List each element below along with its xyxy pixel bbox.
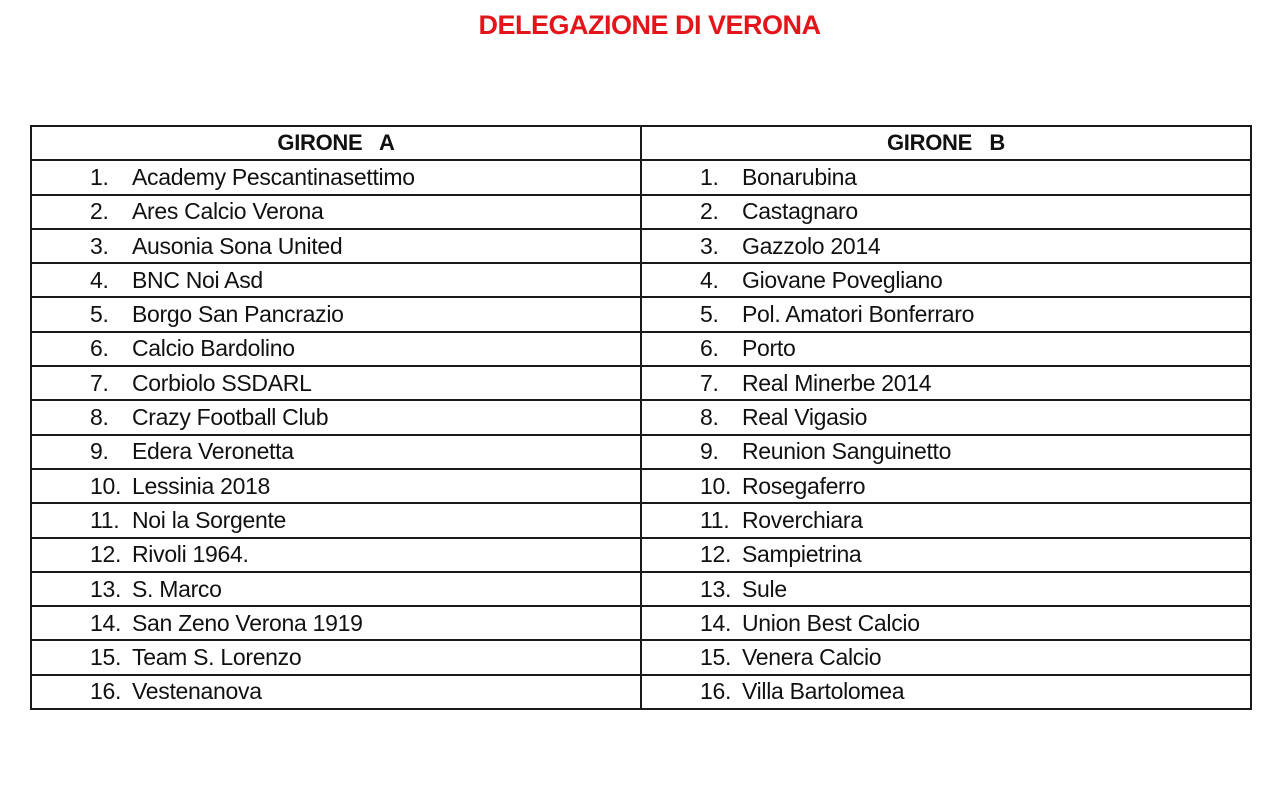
group-a-team-cell	[31, 160, 641, 194]
group-b-team-cell	[641, 503, 1251, 537]
team-name: Team S. Lorenzo	[132, 644, 302, 671]
group-a-header: GIRONE A	[31, 126, 641, 160]
team-number: 13.	[90, 575, 122, 602]
team-name: Borgo San Pancrazio	[132, 301, 344, 328]
team-number: 1.	[90, 163, 109, 190]
group-a-team-cell	[31, 435, 641, 469]
group-b-team-cell	[641, 640, 1251, 674]
team-name: Villa Bartolomea	[742, 678, 905, 705]
team-name: Ares Calcio Verona	[132, 198, 324, 225]
group-a-team-cell	[31, 469, 641, 503]
team-number: 14.	[90, 609, 122, 636]
team-name: Porto	[742, 335, 796, 362]
group-b-header: GIRONE B	[641, 126, 1251, 160]
group-b-team-cell	[641, 297, 1251, 331]
team-number: 10.	[700, 472, 732, 499]
team-number: 5.	[90, 301, 109, 328]
table-row	[31, 640, 1251, 674]
team-name: Edera Veronetta	[132, 438, 294, 465]
team-name: Rivoli 1964.	[132, 541, 249, 568]
team-name: Ausonia Sona United	[132, 232, 343, 259]
team-number: 3.	[90, 232, 109, 259]
table-row	[31, 195, 1251, 229]
group-b-team-cell	[641, 606, 1251, 640]
team-number: 15.	[90, 644, 122, 671]
page-title: DELEGAZIONE DI VERONA	[478, 10, 821, 40]
group-b-team-cell	[641, 263, 1251, 297]
group-a-team-cell	[31, 538, 641, 572]
table-row	[31, 572, 1251, 606]
team-number: 14.	[700, 609, 732, 636]
table-row	[31, 606, 1251, 640]
team-number: 9.	[90, 438, 109, 465]
group-b-team-cell	[641, 400, 1251, 434]
team-number: 7.	[90, 369, 109, 396]
team-name: Lessinia 2018	[132, 472, 271, 499]
group-b-team-cell	[641, 572, 1251, 606]
group-a-team-cell	[31, 229, 641, 263]
team-number: 2.	[700, 198, 719, 225]
table-row	[31, 675, 1251, 709]
team-number: 12.	[90, 541, 122, 568]
team-name: Roverchiara	[742, 506, 863, 533]
team-name: Sule	[742, 575, 787, 602]
table-row	[31, 503, 1251, 537]
table-row	[31, 297, 1251, 331]
team-number: 3.	[700, 232, 719, 259]
team-number: 4.	[90, 266, 109, 293]
team-name: Venera Calcio	[742, 644, 882, 671]
team-number: 15.	[700, 644, 732, 671]
team-name: Corbiolo SSDARL	[132, 369, 312, 396]
table-row	[31, 332, 1251, 366]
team-name: Crazy Football Club	[132, 404, 329, 431]
team-number: 5.	[700, 301, 719, 328]
team-name: Bonarubina	[742, 163, 857, 190]
team-number: 12.	[700, 541, 732, 568]
team-number: 11.	[90, 506, 120, 533]
team-number: 8.	[700, 404, 719, 431]
team-name: Castagnaro	[742, 198, 858, 225]
team-number: 6.	[90, 335, 109, 362]
team-number: 2.	[90, 198, 109, 225]
group-a-team-cell	[31, 332, 641, 366]
team-name: Real Vigasio	[742, 404, 868, 431]
table-row	[31, 160, 1251, 194]
group-a-team-cell	[31, 297, 641, 331]
group-a-team-cell	[31, 503, 641, 537]
team-name: Reunion Sanguinetto	[742, 438, 952, 465]
team-rows	[31, 160, 1251, 709]
table-row	[31, 229, 1251, 263]
team-number: 13.	[700, 575, 732, 602]
team-name: S. Marco	[132, 575, 222, 602]
team-name: Gazzolo 2014	[742, 232, 881, 259]
team-number: 4.	[700, 266, 719, 293]
group-a-team-cell	[31, 195, 641, 229]
header-row	[31, 126, 1251, 160]
group-a-team-cell	[31, 572, 641, 606]
group-a-team-cell	[31, 366, 641, 400]
group-b-team-cell	[641, 332, 1251, 366]
group-b-team-cell	[641, 435, 1251, 469]
group-b-team-cell	[641, 675, 1251, 709]
group-b-team-cell	[641, 229, 1251, 263]
team-name: Vestenanova	[132, 678, 262, 705]
groups-table	[30, 125, 1252, 710]
group-b-team-cell	[641, 366, 1251, 400]
table-row	[31, 469, 1251, 503]
team-number: 10.	[90, 472, 122, 499]
group-a-team-cell	[31, 640, 641, 674]
team-name: Calcio Bardolino	[132, 335, 295, 362]
group-a-team-cell	[31, 675, 641, 709]
team-number: 6.	[700, 335, 719, 362]
team-number: 11.	[700, 506, 730, 533]
team-name: Pol. Amatori Bonferraro	[742, 301, 975, 328]
team-number: 16.	[90, 678, 122, 705]
group-b-team-cell	[641, 195, 1251, 229]
team-name: Giovane Povegliano	[742, 266, 943, 293]
group-a-team-cell	[31, 606, 641, 640]
team-number: 8.	[90, 404, 109, 431]
team-name: Academy Pescantinasettimo	[132, 163, 415, 190]
team-number: 16.	[700, 678, 732, 705]
team-name: BNC Noi Asd	[132, 266, 263, 293]
team-name: Rosegaferro	[742, 472, 866, 499]
table-row	[31, 400, 1251, 434]
team-name: Union Best Calcio	[742, 609, 920, 636]
table-row	[31, 263, 1251, 297]
team-name: Sampietrina	[742, 541, 862, 568]
team-name: Real Minerbe 2014	[742, 369, 932, 396]
team-number: 9.	[700, 438, 719, 465]
team-name: Noi la Sorgente	[132, 506, 287, 533]
group-a-team-cell	[31, 400, 641, 434]
table-row	[31, 366, 1251, 400]
group-b-team-cell	[641, 469, 1251, 503]
team-number: 7.	[700, 369, 719, 396]
table-row	[31, 538, 1251, 572]
team-number: 1.	[700, 163, 719, 190]
group-b-team-cell	[641, 538, 1251, 572]
table-row	[31, 435, 1251, 469]
team-name: San Zeno Verona 1919	[132, 609, 363, 636]
group-b-team-cell	[641, 160, 1251, 194]
group-a-team-cell	[31, 263, 641, 297]
